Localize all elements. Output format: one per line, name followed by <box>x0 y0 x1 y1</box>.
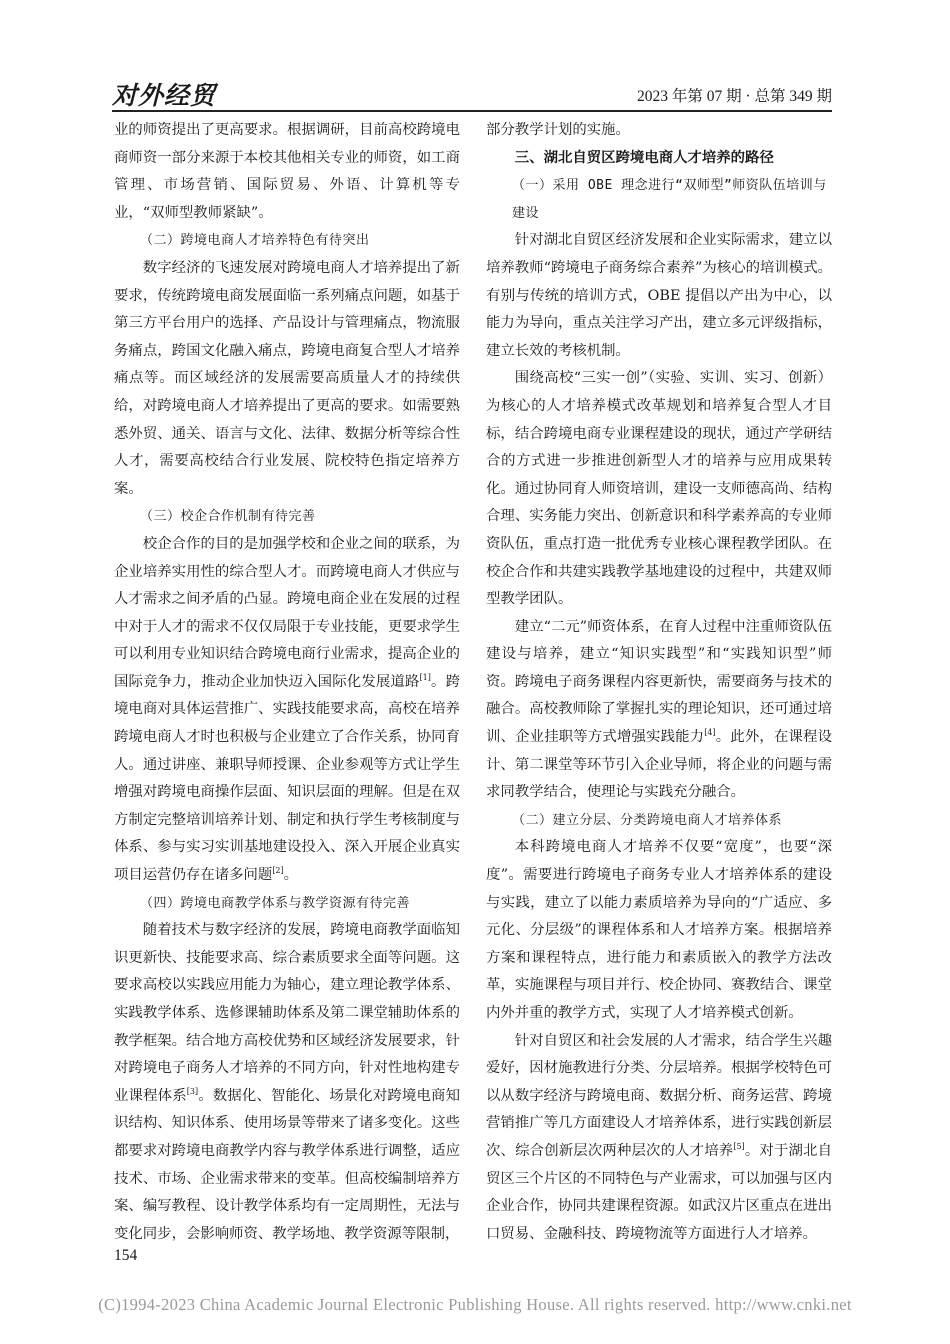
section-heading: 三、湖北自贸区跨境电商人才培养的路径 <box>514 149 774 166</box>
citation-ref[interactable]: [2] <box>272 866 284 876</box>
header-rule <box>112 110 832 112</box>
citation-ref[interactable]: [1] <box>419 673 431 683</box>
paragraph: 业的师资提出了更高要求。根据调研，目前高校跨境电商师资一部分来源于本校其他相关专业的师资，如工商管理、市场营销、国际贸易、外语、计算机等专业，“双师型教师紧缺”。 <box>114 122 460 221</box>
paragraph <box>114 917 460 1248</box>
right-column <box>486 117 832 1248</box>
text-run: 。跨境电商对具体运营推广、实践技能要求高，高校在培养跨境电商人才时也积极与企业建立了合作关系，协同育人。通过讲座、兼职导师授课、企业参观等方式让学生增强对跨境电商操作层面、知识层面的理解。但是在双方制定完整培训培养计划、制定和执行学生考核制度与体系、参与实习实训基地建设投入、深入开展企业真实项目运营仍存在诸多问题 <box>114 673 460 884</box>
text-run: 建立“二元”师资体系，在育人过程中注重师资队伍建设与培养，建立“知识实践型”和“实践知识型”师资。跨境电子商务课程内容更新快，需要商务与技术的融合。高校教师除了掌握扎实的理论知识，还可通过培训、企业挂职等方式增强实践能力 <box>486 618 832 746</box>
paragraph: 针对湖北自贸区经济发展和企业实际需求，建立以培养教师“跨境电子商务综合素养”为核心的培训模式。有别与传统的培训方式，OBE 提倡以产出为中心，以能力为导向，重点关注学习产出，建立多元评级指标，建立长效的考核机制。 <box>486 232 832 359</box>
paragraph: 围绕高校“三实一创”（实验、实训、实习、创新）为核心的人才培养模式改革规划和培养复合型人才目标，结合跨境电商专业课程建设的现状，通过产学研结合的方式进一步推进创新型人才的培养与应用成果转化。通过协同育人师资培训，建设一支师德高尚、结构合理、实务能力突出、创新意识和科学素养高的专业师资队伍，重点打造一批优秀专业核心课程教学团队。在校企合作和共建实践教学基地建设的过程中，共建双师型教学团队。 <box>486 370 832 608</box>
citation-ref[interactable]: [3] <box>186 1086 199 1096</box>
text-run: 。对于湖北自贸区三个片区的不同特色与产业需求，可以加强与区内企业合作，协同共建课程资源。如武汉片区重点在进出口贸易、金融科技、跨境物流等方面进行人才培养。 <box>486 1142 832 1242</box>
page-number: 154 <box>114 1247 138 1264</box>
page-header <box>112 76 832 110</box>
text-run: 针对自贸区和社会发展的人才需求，结合学生兴趣爱好，因材施教进行分类、分层培养。根据学校特色可以从数字经济与跨境电商、数据分析、商务运营、跨境营销推广等几方面建设人才培养体系，进行实践创新层次、综合创新层次两种层次的人才培养 <box>486 1032 832 1159</box>
paragraph: 部分教学计划的实施。 <box>486 122 630 138</box>
text-run: 随着技术与数字经济的发展，跨境电商教学面临知识更新快、技能要求高、综合素质要求全面等问题。这要求高校以实践应用能力为轴心，建立理论教学体系、实践教学体系、选修课辅助体系及第二课堂辅助体系的教学框架。结合地方高校优势和区域经济发展要求，针对跨境电子商务人才培养的不同方向，针对性地构建专业课程体系 <box>114 922 460 1104</box>
text-run: 。此外，在课程设计、第二课堂等环节引入企业导师，将企业的问题与需求同教学结合，使理论与实践充分融合。 <box>486 729 832 801</box>
paragraph <box>486 1028 832 1249</box>
text-run: 校企合作的目的是加强学校和企业之间的联系，为企业培养实用性的综合型人才。而跨境电商人才供应与人才需求之间矛盾的凸显。跨境电商企业在发展的过程中对于人才的需求不仅仅局限于专业技能，更要求学生可以利用专业知识结合跨境电商行业需求，提高企业的国际竞争力，推动企业加快迈入国际化发展道路 <box>114 535 460 690</box>
subsection-heading: （一）采用 OBE 理念进行“双师型”师资队伍培训与建设 <box>512 178 827 221</box>
left-column <box>114 117 460 1248</box>
paragraph <box>486 614 832 807</box>
text-run: 。数据化、智能化、场景化对跨境电商知识结构、知识体系、使用场景等带来了诸多变化。这些都要求对跨境电商教学内容与教学体系进行调整，适应技术、市场、企业需求带来的变革。但高校编制培养方案、编写教程、设计教学体系均有一定周期性，无法与变化同步，会影响师资、教学场地、教学资源等限制， <box>114 1087 460 1242</box>
paragraph: 数字经济的飞速发展对跨境电商人才培养提出了新要求，传统跨境电商发展面临一系列痛点问题，如基于第三方平台用户的选择、产品设计与管理痛点，物流服务痛点，跨国文化融入痛点，跨境电商复合型人才培养痛点等。而区域经济的发展需要高质量人才的持续供给，对跨境电商人才培养提出了更高的要求。如需要熟悉外贸、通关、语言与文化、法律、数据分析等综合性人才，需要高校结合行业发展、院校特色指定培养方案。 <box>114 259 460 497</box>
paragraph: 本科跨境电商人才培养不仅要“宽度”，也要“深度”。需要进行跨境电子商务专业人才培养体系的建设与实践，建立了以能力素质培养为导向的“广适应、多元化、分层级”的课程体系和人才培养方案。根据培养方案和课程特点，进行能力和素质嵌入的教学方法改革，实施课程与项目并行、校企协同、赛教结合、课堂内外并重的教学方式，实现了人才培养模式创新。 <box>486 839 832 1021</box>
subsection-heading: （二）建立分层、分类跨境电商人才培养体系 <box>512 812 783 828</box>
citation-ref[interactable]: [4] <box>704 728 716 738</box>
citation-ref[interactable]: [5] <box>733 1142 745 1152</box>
subsection-heading: （三）校企合作机制有待完善 <box>140 509 316 525</box>
issue-info: 2023 年第 07 期 · 总第 349 期 <box>636 88 832 105</box>
journal-logo: 对外经贸 <box>112 81 217 110</box>
text-run: 。 <box>283 867 299 884</box>
copyright-footer: (C)1994-2023 China Academic Journal Electronic Publishing House. All rights reserved. http://www.cnki.net <box>98 1295 852 1314</box>
subsection-heading: （二）跨境电商人才培养特色有待突出 <box>140 233 370 249</box>
subsection-heading: （四）跨境电商教学体系与教学资源有待完善 <box>140 895 411 911</box>
paragraph <box>114 531 460 890</box>
